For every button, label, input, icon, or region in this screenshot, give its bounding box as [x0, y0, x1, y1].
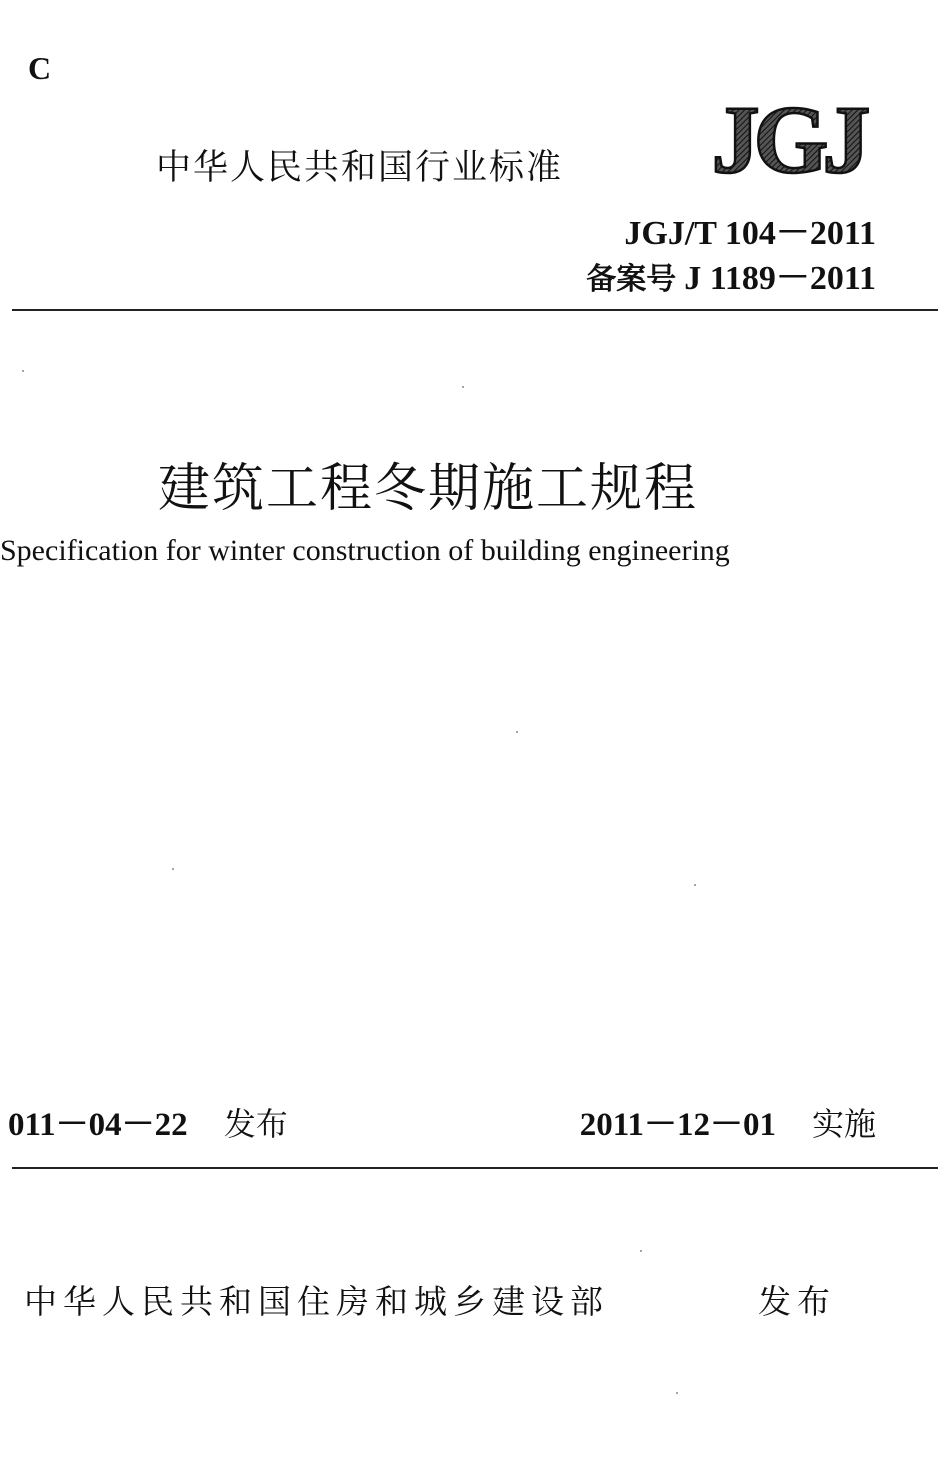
issue-label: 发布 — [223, 1105, 288, 1143]
implementation-label: 实施 — [811, 1105, 876, 1143]
bottom-divider — [12, 1167, 938, 1169]
implementation-row — [580, 1098, 876, 1145]
record-number: J 1189－2011 — [684, 260, 876, 297]
publisher: 中华人民共和国住房和城乡建设部 — [24, 1282, 609, 1321]
record-label: 备案号 — [586, 262, 677, 297]
jgj-logo — [696, 90, 880, 182]
logo-text: JGJ — [711, 90, 865, 182]
scan-speck — [172, 868, 174, 870]
issue-row — [8, 1098, 288, 1145]
record-row — [586, 250, 876, 299]
scan-speck — [676, 1392, 678, 1394]
standard-number: JGJ/T 104－2011 — [624, 215, 876, 252]
title-english: Specification for winter construction of building engineering — [0, 534, 730, 567]
corner-mark: C — [28, 50, 52, 86]
scan-speck — [694, 884, 696, 886]
implementation-date: 2011－12－01 — [579, 1107, 776, 1143]
issue-date: 011－04－22 — [8, 1107, 188, 1143]
title-chinese: 建筑工程冬期施工规程 — [158, 459, 699, 519]
publish-label: 发布 — [758, 1282, 836, 1321]
standard-type: 中华人民共和国行业标准 — [156, 148, 564, 188]
scan-speck — [22, 370, 24, 372]
top-divider — [12, 309, 938, 311]
scan-speck — [462, 386, 464, 388]
scan-speck — [516, 731, 518, 733]
scan-speck — [640, 1250, 642, 1252]
